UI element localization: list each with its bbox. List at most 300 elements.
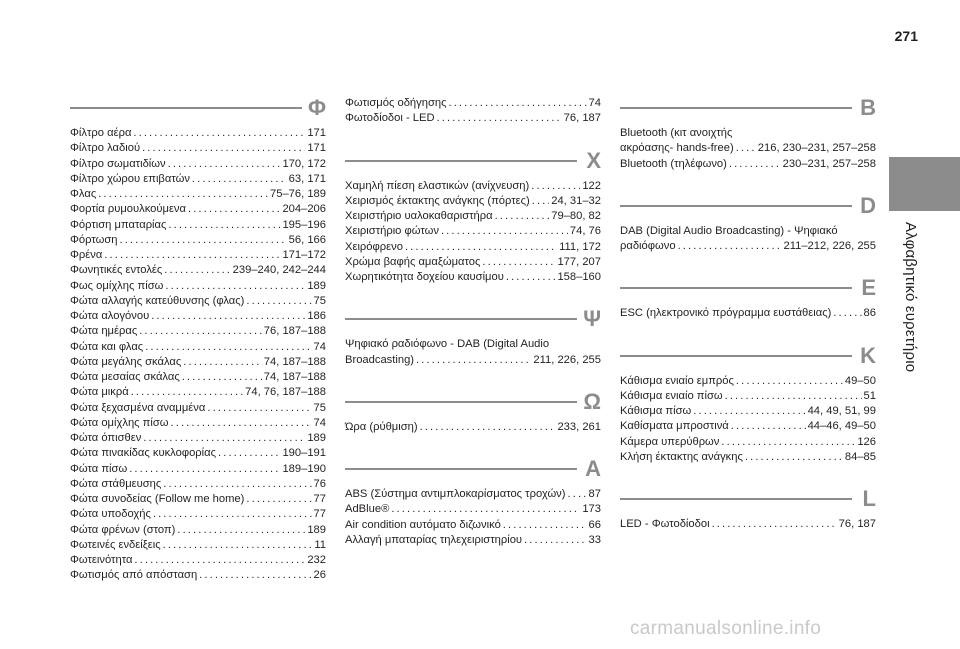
entry-pages: 233, 261 <box>557 420 601 433</box>
entry-leader-dots <box>177 523 305 538</box>
entry-label: Φίλτρο χώρου επιβατών <box>70 172 190 185</box>
section-letter: L <box>862 486 876 511</box>
entry-row <box>70 294 326 309</box>
entry-leader-dots <box>482 255 555 270</box>
section-gap <box>345 127 601 149</box>
entry-pages: 77 <box>313 493 326 505</box>
entry-label: Χειρόφρενο <box>345 240 403 253</box>
entry-pages: 171–172 <box>282 249 326 261</box>
index-entry <box>620 404 876 419</box>
index-entry <box>345 502 601 517</box>
entry-leader-dots <box>168 157 281 172</box>
entry-leader-dots <box>736 374 843 389</box>
entry-label: Αλλαγή μπαταρίας τηλεχειριστηρίου <box>345 533 523 546</box>
entry-leader-dots <box>153 507 312 522</box>
index-entry <box>620 435 876 450</box>
section-gap <box>620 322 876 344</box>
section-header <box>620 344 876 374</box>
index-column-2 <box>345 96 601 548</box>
entry-pages: 84–85 <box>844 450 876 463</box>
index-entry <box>70 431 326 446</box>
entry-pages: 186 <box>307 310 326 322</box>
entry-leader-dots <box>391 502 580 517</box>
index-section <box>620 96 876 172</box>
entry-label: Broadcasting) <box>345 353 415 366</box>
section-rule <box>620 498 852 500</box>
section-header <box>620 96 876 126</box>
entry-label: Φώτα ημέρας <box>70 325 138 338</box>
entry-pages: 33 <box>588 533 601 546</box>
entry-leader-dots <box>531 179 580 194</box>
index-entry <box>620 419 876 434</box>
index-entry <box>70 538 326 553</box>
entry-pages: 87 <box>588 488 601 500</box>
index-entry <box>70 446 326 461</box>
entry-label: Φωτεινές ενδείξεις <box>70 538 161 551</box>
entry-row <box>620 517 876 532</box>
section-letter: D <box>860 192 876 218</box>
section-rule <box>620 205 852 207</box>
entry-pages: 76, 187–188 <box>263 325 326 338</box>
entry-pages: 158–160 <box>557 271 601 283</box>
entry-row <box>70 324 326 339</box>
entry-leader-dots <box>532 194 549 209</box>
entry-label: AdBlue® <box>345 503 390 516</box>
entry-label-line1: Bluetooth (κιτ ανοιχτής <box>620 127 733 139</box>
entry-pages: 195–196 <box>282 218 326 231</box>
index-entry <box>70 141 326 156</box>
entry-pages: 24, 31–32 <box>551 194 601 207</box>
entry-pages: 74, 187–188 <box>263 371 326 383</box>
section-tab-label: Αλφαβητικό ευρετήριο <box>902 222 919 373</box>
entry-label-line1: Ψηφιακό ραδιόφωνο - DAB (Digital Audio <box>345 338 550 351</box>
entry-row <box>345 270 601 285</box>
entry-leader-dots <box>416 353 531 368</box>
index-entry <box>70 294 326 309</box>
entry-label: Χρώμα βαφής αμαξώματος <box>345 255 481 268</box>
section-header <box>620 194 876 224</box>
entry-label: Φίλτρο λαδιού <box>70 142 141 155</box>
entry-row <box>70 157 326 172</box>
index-section <box>345 149 601 286</box>
entry-pages: 75–76, 189 <box>270 188 326 200</box>
entry-pages: 211–212, 226, 255 <box>783 240 876 252</box>
entry-row <box>345 209 601 224</box>
entry-pages: 63, 171 <box>288 172 326 185</box>
index-entry <box>345 240 601 255</box>
entry-label: Κάθισμα ενιαίο εμπρός <box>620 374 734 387</box>
index-entry <box>70 187 326 202</box>
entry-row <box>70 553 326 568</box>
entry-label: Φώτα ομίχλης πίσω <box>70 416 169 429</box>
entry-label: Χειρισμός έκτακτης ανάγκης (πόρτες) <box>345 194 530 207</box>
entry-pages: 74, 187–188 <box>263 355 326 368</box>
entry-leader-dots <box>693 404 805 419</box>
entry-leader-dots <box>441 224 568 239</box>
entry-row <box>620 157 876 172</box>
entry-label: Φωτισμός από απόσταση <box>70 569 198 582</box>
index-entry <box>345 209 601 224</box>
entry-pages: 189 <box>307 279 326 292</box>
entry-label: Φώτα μεγάλης σκάλας <box>70 355 182 368</box>
entry-row <box>70 431 326 446</box>
entry-label: LED - Φωτοδίοδοι <box>620 518 710 530</box>
section-header <box>620 487 876 517</box>
entry-pages: 44, 49, 51, 99 <box>807 405 876 417</box>
entry-pages: 74 <box>588 97 601 109</box>
entry-leader-dots <box>151 309 305 324</box>
entry-leader-dots <box>246 492 311 507</box>
index-entry <box>620 450 876 465</box>
entry-leader-dots <box>712 517 837 532</box>
entry-leader-dots <box>192 172 287 187</box>
section-rule <box>620 355 852 357</box>
entry-label: Χαμηλή πίεση ελαστικών (ανίχνευση) <box>345 179 530 192</box>
entry-row <box>70 462 326 477</box>
entry-leader-dots <box>164 263 230 278</box>
entry-leader-dots <box>207 401 311 416</box>
section-gap <box>620 465 876 487</box>
entry-label: Φωνητικές εντολές <box>70 264 163 277</box>
section-tab-marker <box>889 157 960 211</box>
section-letter: Ψ <box>583 306 601 332</box>
entry-label: Καθίσματα μπροστινά <box>620 420 729 433</box>
entry-pages: 66 <box>588 518 601 531</box>
index-entry <box>345 179 601 194</box>
entry-label: Φωτισμός οδήγησης <box>345 97 447 109</box>
section-rule <box>345 160 577 162</box>
entry-leader-dots <box>163 538 313 553</box>
entry-pages: 44–46, 49–50 <box>807 420 876 433</box>
entry-label: Κάθισμα πίσω <box>620 405 692 417</box>
index-section <box>70 96 326 584</box>
entry-pages: 79–80, 82 <box>551 210 601 222</box>
index-entry <box>620 224 876 255</box>
entry-row <box>345 533 601 548</box>
section-gap <box>620 254 876 276</box>
section-header <box>345 457 601 487</box>
section-header <box>345 149 601 179</box>
entry-label: ακρόασης- hands-free) <box>620 142 734 155</box>
entry-row <box>70 477 326 492</box>
index-entry <box>70 385 326 400</box>
index-section <box>620 487 876 532</box>
section-letter: Φ <box>307 95 326 120</box>
entry-leader-dots <box>437 111 562 126</box>
entry-row <box>345 240 601 255</box>
entry-row <box>70 568 326 583</box>
entry-leader-dots <box>129 462 280 477</box>
section-letter: Ω <box>583 388 601 414</box>
entry-leader-dots <box>131 385 243 400</box>
entry-pages: 26 <box>313 569 326 582</box>
section-letter: Χ <box>586 147 601 173</box>
index-entry <box>70 401 326 416</box>
entry-pages: 76, 187 <box>563 112 601 125</box>
section-rule <box>345 468 577 470</box>
entry-row <box>70 416 326 431</box>
index-entry <box>70 248 326 263</box>
index-entry <box>70 492 326 507</box>
entry-pages: 189–190 <box>282 462 326 475</box>
index-entry <box>70 553 326 568</box>
entry-leader-dots <box>729 157 781 172</box>
entry-label: Φώτα υποδοχής <box>70 508 151 521</box>
index-entry <box>70 233 326 248</box>
entry-pages: 189 <box>307 523 326 536</box>
entry-leader-dots <box>139 324 262 339</box>
index-column-1 <box>70 96 326 584</box>
entry-leader-dots <box>104 248 280 263</box>
entry-label: Φλας <box>70 188 97 200</box>
entry-pages: 239–240, 242–244 <box>232 264 326 277</box>
entry-pages: 204–206 <box>282 203 326 216</box>
index-entry <box>345 533 601 548</box>
section-gap <box>345 368 601 390</box>
entry-pages: 49–50 <box>844 374 876 387</box>
index-section <box>345 390 601 435</box>
index-entry <box>620 306 876 321</box>
index-entry <box>620 126 876 157</box>
index-entry <box>620 374 876 389</box>
entry-leader-dots <box>721 435 855 450</box>
entry-row <box>70 187 326 202</box>
index-entry <box>70 279 326 294</box>
section-header <box>345 307 601 337</box>
entry-pages: 75 <box>313 294 326 307</box>
entry-label: Φωτεινότητα <box>70 554 133 566</box>
entry-pages: 74 <box>313 340 326 353</box>
page-number: 271 <box>894 28 918 44</box>
index-entry <box>70 477 326 492</box>
entry-row <box>70 355 326 370</box>
entry-leader-dots <box>165 279 305 294</box>
section-letter: A <box>585 456 601 481</box>
index-entry <box>70 340 326 355</box>
entry-pages: 51 <box>863 389 876 402</box>
entry-row <box>70 385 326 400</box>
index-entry <box>70 568 326 583</box>
section-rule <box>345 401 577 403</box>
entry-leader-dots <box>134 553 305 568</box>
index-section <box>620 194 876 255</box>
entry-leader-dots <box>171 416 312 431</box>
entry-row <box>345 179 601 194</box>
entry-leader-dots <box>145 340 311 355</box>
index-entry <box>70 324 326 339</box>
section-rule <box>620 107 852 109</box>
entry-label: Φώτα πίσω <box>70 462 128 475</box>
index-entry <box>70 523 326 538</box>
entry-row <box>345 224 601 239</box>
entry-label: Φώτα και φλας <box>70 340 144 353</box>
index-section <box>620 276 876 321</box>
index-entry <box>345 270 601 285</box>
section-gap <box>345 285 601 307</box>
index-section <box>345 307 601 368</box>
entry-leader-dots <box>745 450 843 465</box>
section-header <box>620 276 876 306</box>
entry-pages: 173 <box>582 503 601 516</box>
entry-pages: 177, 207 <box>557 255 601 268</box>
index-section <box>620 344 876 466</box>
section-header <box>345 390 601 420</box>
entry-leader-dots <box>218 446 280 461</box>
entry-row <box>70 446 326 461</box>
entry-row <box>70 507 326 522</box>
entry-leader-dots <box>503 518 587 533</box>
index-entry <box>620 157 876 172</box>
entry-pages: 232 <box>307 554 326 566</box>
entry-label: ραδιόφωνο <box>620 240 676 252</box>
entry-leader-dots <box>833 306 861 321</box>
entry-row <box>70 279 326 294</box>
section-rule <box>70 107 302 109</box>
entry-row <box>70 218 326 233</box>
entry-label: Φρένα <box>70 249 103 261</box>
entry-leader-dots <box>568 487 587 502</box>
entry-row <box>345 518 601 533</box>
entry-row <box>70 340 326 355</box>
entry-pages: 86 <box>863 307 876 320</box>
entry-row <box>620 450 876 465</box>
entry-leader-dots <box>199 568 311 583</box>
entry-pages: 216, 230–231, 257–258 <box>757 142 876 155</box>
entry-row <box>345 353 601 368</box>
entry-label: Φώτα μεσαίας σκάλας <box>70 371 180 383</box>
entry-leader-dots <box>731 419 806 434</box>
entry-label: Φώτα αλλαγής κατεύθυνσης (φλας) <box>70 294 245 307</box>
section-header <box>70 96 326 126</box>
index-entry <box>70 126 326 141</box>
section-gap <box>345 435 601 457</box>
entry-row <box>70 126 326 141</box>
index-entry <box>70 157 326 172</box>
entry-label: Φώτα συνοδείας (Follow me home) <box>70 493 245 505</box>
section-letter: K <box>860 342 876 368</box>
index-column-3 <box>620 96 876 532</box>
entry-row <box>345 194 601 209</box>
index-entry <box>70 218 326 233</box>
entry-row <box>345 487 601 502</box>
entry-label: ESC (ηλεκτρονικό πρόγραμμα ευστάθειας) <box>620 307 832 320</box>
entry-leader-dots <box>449 96 587 111</box>
entry-pages: 77 <box>313 508 326 521</box>
entry-row <box>620 404 876 419</box>
entry-label: Bluetooth (τηλέφωνο) <box>620 157 727 170</box>
entry-row <box>620 306 876 321</box>
entry-pages: 76 <box>313 477 326 490</box>
index-entry <box>70 172 326 187</box>
entry-pages: 74, 76, 187–188 <box>245 386 326 399</box>
entry-leader-dots <box>168 218 280 233</box>
watermark: carmanualsonline.info <box>630 618 822 639</box>
entry-leader-dots <box>420 420 556 435</box>
entry-leader-dots <box>188 202 280 217</box>
index-entry <box>70 309 326 324</box>
index-entry <box>345 337 601 368</box>
entry-row <box>620 419 876 434</box>
entry-label: Φως ομίχλης πίσω <box>70 279 164 292</box>
entry-label: ABS (Σύστημα αντιμπλοκαρίσματος τροχών) <box>345 488 566 500</box>
entry-row <box>345 111 601 126</box>
entry-row <box>620 389 876 404</box>
entry-row <box>70 141 326 156</box>
entry-pages: 230–231, 257–258 <box>782 157 876 170</box>
entry-pages: 75 <box>313 401 326 414</box>
index-section <box>345 96 601 127</box>
entry-pages: 171 <box>307 142 326 155</box>
entry-label: Φόρτωση <box>70 233 118 246</box>
entry-label: Φίλτρο αέρα <box>70 127 132 139</box>
entry-pages: 56, 166 <box>288 233 326 246</box>
entry-label: Κλήση έκτακτης ανάγκης <box>620 450 743 463</box>
entry-label: Κάθισμα ενιαίο πίσω <box>620 389 723 402</box>
entry-label: Φώτα ξεχασμένα αναμμένα <box>70 401 206 414</box>
index-entry <box>345 420 601 435</box>
entry-leader-dots <box>183 355 262 370</box>
entry-pages: 171 <box>307 127 326 139</box>
entry-row <box>620 239 876 254</box>
entry-label: Φώτα όπισθεν <box>70 432 142 444</box>
entry-label: Φώτα πινακίδας κυκλοφορίας <box>70 447 217 460</box>
entry-row <box>620 141 876 156</box>
index-entry <box>345 487 601 502</box>
entry-leader-dots <box>133 126 305 141</box>
entry-pages: 190–191 <box>282 447 326 460</box>
entry-leader-dots <box>524 533 587 548</box>
index-entry <box>345 255 601 270</box>
entry-leader-dots <box>142 141 305 156</box>
index-entry <box>70 462 326 477</box>
index-entry <box>620 517 876 532</box>
entry-label-line1: DAB (Digital Audio Broadcasting) - Ψηφιακό <box>620 224 838 237</box>
entry-row <box>70 309 326 324</box>
entry-leader-dots <box>736 141 756 156</box>
index-entry <box>70 370 326 385</box>
entry-row <box>70 538 326 553</box>
entry-pages: 76, 187 <box>838 518 876 530</box>
entry-row <box>70 370 326 385</box>
entry-label: Φώτα αλογόνου <box>70 310 150 322</box>
index-entry <box>345 111 601 126</box>
entry-label: Φώτα στάθμευσης <box>70 477 162 490</box>
entry-leader-dots <box>725 389 862 404</box>
entry-row <box>620 435 876 450</box>
entry-pages: 74, 76 <box>569 225 601 238</box>
entry-label: Κάμερα υπερύθρων <box>620 435 720 448</box>
entry-label: Χωρητικότητα δοχείου καυσίμου <box>345 271 504 283</box>
index-entry <box>345 518 601 533</box>
entry-pages: 122 <box>582 179 601 192</box>
section-gap <box>620 172 876 194</box>
entry-label: Φίλτρο σωματιδίων <box>70 157 166 170</box>
entry-pages: 111, 172 <box>559 240 601 253</box>
entry-label: Φωτοδίοδοι - LED <box>345 112 435 125</box>
entry-pages: 170, 172 <box>282 157 326 170</box>
index-entry <box>70 202 326 217</box>
section-letter: E <box>861 275 876 301</box>
entry-leader-dots <box>506 270 556 285</box>
index-entry <box>70 263 326 278</box>
entry-row <box>70 263 326 278</box>
entry-row <box>345 502 601 517</box>
entry-leader-dots <box>98 187 268 202</box>
entry-pages: 126 <box>857 435 876 448</box>
entry-row <box>620 374 876 389</box>
entry-pages: 211, 226, 255 <box>533 353 601 366</box>
entry-row <box>70 202 326 217</box>
